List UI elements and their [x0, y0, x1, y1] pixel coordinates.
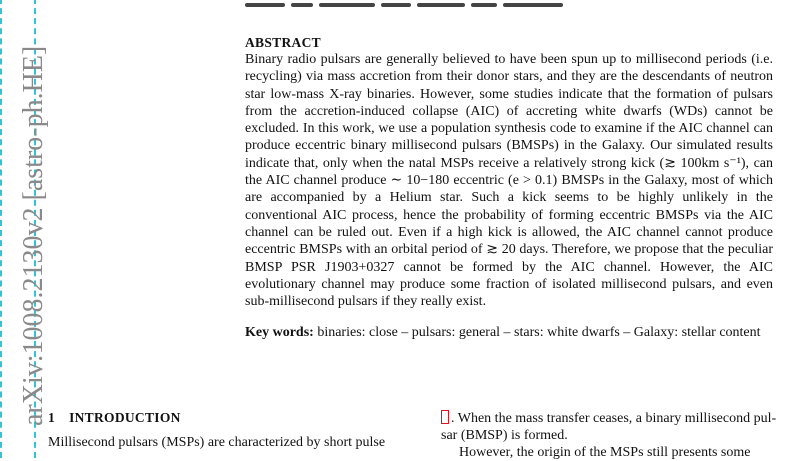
- keywords-label: Key words:: [245, 325, 314, 340]
- introduction-section: [48, 410, 408, 451]
- clipped-top-line: [245, 0, 595, 2]
- introduction-heading: [48, 410, 408, 426]
- abstract-section: [245, 35, 773, 310]
- citation-link-box[interactable]: [441, 410, 449, 424]
- section-number: 1: [48, 410, 56, 425]
- right-column-text: [441, 410, 777, 461]
- right-column-line-1: [441, 410, 777, 427]
- right-column-line-1-text: . When the mass transfer ceases, a binary millisecond pul-: [451, 411, 777, 426]
- abstract-heading: ABSTRACT: [245, 35, 321, 50]
- keywords-text: binaries: close – pulsars: general – stars: white dwarfs – Galaxy: stellar content: [317, 325, 761, 340]
- abstract-body: Binary radio pulsars are generally believed to have been spun up to millisecond periods (i.e. recycling) via mass accretion from their donor stars, and they are the descendants of neutron star low-mass X-ray binaries. However, some studies indicate that the formation of pulsars from the accretion-induced collapse (AIC) of accreting white dwarfs (WDs) cannot be excluded. In this work, we use a population synthesis code to examine if the AIC channel can produce eccentric binary millisecond pulsars (BMSPs) in the Galaxy. Our simulated results indicate that, only when the natal MSPs receive a relatively strong kick (≳ 100km s⁻¹), can the AIC channel produce ∼ 10−180 eccentric (e > 0.1) BMSPs in the Galaxy, most of which are accompanied by a Helium star. Such a kick seems to be highly unlikely in the conventional AIC process, hence the probability of forming eccentric BMSPs via the AIC channel can be ruled out. Even if a high kick is allowed, the AIC channel cannot produce eccentric BMSPs with an orbital period of ≳ 20 days. Therefore, we propose that the peculiar BMSP PSR J1903+0327 cannot be formed by the AIC channel. However, the AIC evolutionary channel may produce some fraction of isolated millisecond pulsars, and even sub-millisecond pulsars if they really exist.: [245, 52, 773, 310]
- arxiv-stamp: arXiv:1008.2130v2 [astro-ph.HE]: [18, 45, 49, 426]
- right-column-line-2: sar (BMSP) is formed.: [441, 428, 568, 443]
- introduction-first-line: Millisecond pulsars (MSPs) are characterized by short pulse: [48, 435, 386, 450]
- keywords-section: [245, 324, 773, 341]
- section-title: INTRODUCTION: [69, 410, 181, 425]
- right-column-line-3: However, the origin of the MSPs still presents some: [459, 445, 751, 460]
